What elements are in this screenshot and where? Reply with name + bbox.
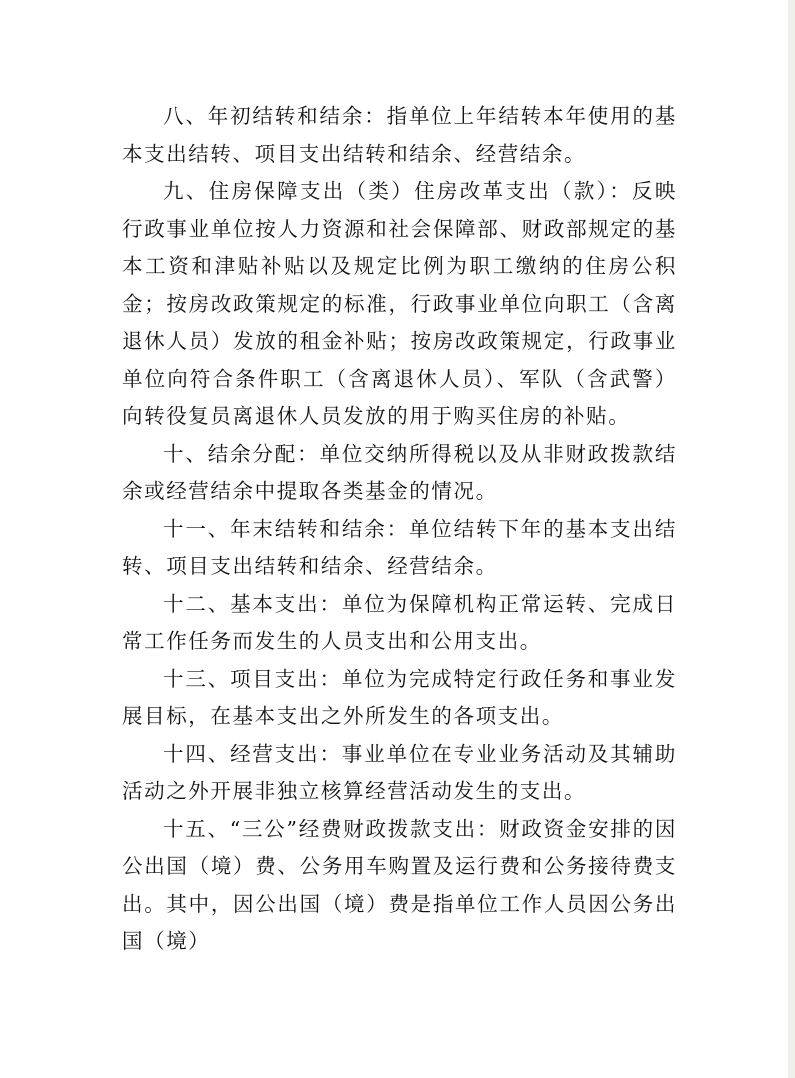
paragraph-housing-support: 九、住房保障支出（类）住房改革支出（款）：反映行政事业单位按人力资源和社会保障部、财政部规定的基本工资和津贴补贴以及规定比例为职工缴纳的住房公积金；按房改政策规定的标准，行政事业单位向职工（含离退休人员）发放的租金补贴；按房改政策规定，行政事业单位向符合条件职工（含离退休人员）、军队（含武警）向转役复员离退休人员发放的用于购买住房的补贴。 bbox=[122, 179, 677, 428]
paragraph-project-expenditure: 十三、项目支出：单位为完成特定行政任务和事业发展目标，在基本支出之外所发生的各项支出。 bbox=[122, 666, 677, 728]
paragraph-basic-expenditure: 十二、基本支出：单位为保障机构正常运转、完成日常工作任务而发生的人员支出和公用支出。 bbox=[122, 591, 677, 653]
paragraph-year-start-carryover: 八、年初结转和结余：指单位上年结转本年使用的基本支出结转、项目支出结转和结余、经营结余。 bbox=[122, 104, 677, 166]
paragraph-surplus-distribution: 十、结余分配：单位交纳所得税以及从非财政拨款结余或经营结余中提取各类基金的情况。 bbox=[122, 441, 677, 503]
viewer-edge bbox=[788, 0, 795, 1078]
paragraph-three-public-expenses: 十五、“三公”经费财政拨款支出：财政资金安排的因公出国（境）费、公务用车购置及运行费和公务接待费支出。其中，因公出国（境）费是指单位工作人员因公务出国（境） bbox=[122, 816, 677, 953]
paragraph-year-end-carryover: 十一、年末结转和结余：单位结转下年的基本支出结转、项目支出结转和结余、经营结余。 bbox=[122, 516, 677, 578]
paragraph-operating-expenditure: 十四、经营支出：事业单位在专业业务活动及其辅助活动之外开展非独立核算经营活动发生的支出。 bbox=[122, 741, 677, 803]
document-body bbox=[122, 98, 677, 961]
